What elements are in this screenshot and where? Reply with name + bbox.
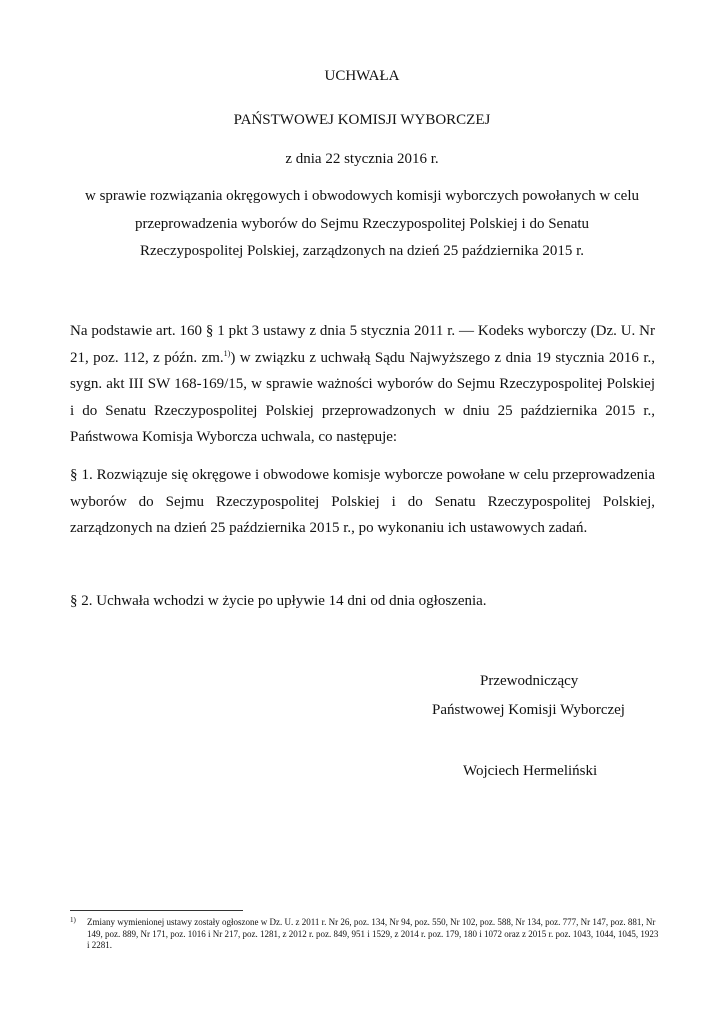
footnote xyxy=(70,917,660,952)
legal-basis-text-continued: ) w związku z uchwałą Sądu Najwyższego z dnia 19 stycznia 2016 r., sygn. akt III SW 168-169/15, w sprawie ważności wyborów do Sejmu Rzeczypospolitej Polskiej i do Senatu Rzeczypospolitej Polskiej przeprowadzonych w dniu 25 października 2015 r., Państwowa Komisja Wyborcza uchwala, co następuje: xyxy=(70,349,655,446)
issuer-name: PAŃSTWOWEJ KOMISJI WYBORCZEJ xyxy=(233,112,491,128)
subject-line: Rzeczypospolitej Polskiej, zarządzonych na dzień 25 października 2015 r. xyxy=(139,243,584,259)
subject-line: przeprowadzenia wyborów do Sejmu Rzeczypospolitej Polskiej i do Senatu xyxy=(134,215,590,232)
section-1-paragraph: § 1. Rozwiązuje się okręgowe i obwodowe komisje wyborcze powołane w celu przeprowadzenia wyborów do Sejmu Rzeczypospolitej Polskiej i do Senatu Rzeczypospolitej Polskiej, zarządzonych na dzień 25 października 2015 r., po wykonaniu ich ustawowych zadań. xyxy=(70,467,655,537)
signatory-name: Wojciech Hermeliński xyxy=(463,763,598,779)
legal-basis-paragraph xyxy=(70,318,655,451)
signatory-organization: Państwowej Komisji Wyborczej xyxy=(432,702,625,718)
footnote-marker: 1) xyxy=(70,916,76,924)
footnote-text: Zmiany wymienionej ustawy zostały ogłoszone w Dz. U. z 2011 r. Nr 26, poz. 134, Nr 94, poz. 550, Nr 102, poz. 588, Nr 134, poz. 777, Nr 147, poz. 881, Nr 149, poz. 889, Nr 171, poz. 1016 i Nr 217, poz. 1281, z 2012 r. poz. 849, 951 i 1529, z 2014 r. poz. 179, 180 i 1072 oraz z 2015 r. poz. 1043, 1044, 1045, 1923 i 2281. xyxy=(87,917,659,950)
resolution-subject xyxy=(0,187,724,270)
legal-basis-text: Na podstawie art. 160 § 1 pkt 3 ustawy z dnia 5 stycznia 2011 r. — Kodeks wyborczy (Dz. U. Nr 21, poz. 112, z późn. zm. xyxy=(70,323,655,366)
document-title: UCHWAŁA xyxy=(324,68,400,84)
subject-line: w sprawie rozwiązania okręgowych i obwodowych komisji wyborczych powołanych w celu xyxy=(84,188,639,204)
footnote-reference: 1) xyxy=(223,348,231,358)
footnote-divider xyxy=(70,910,243,911)
section-2-paragraph: § 2. Uchwała wchodzi w życie po upływie 14 dni od dnia ogłoszenia. xyxy=(70,593,487,609)
resolution-date: z dnia 22 stycznia 2016 r. xyxy=(285,151,439,167)
signatory-role: Przewodniczący xyxy=(480,673,579,689)
